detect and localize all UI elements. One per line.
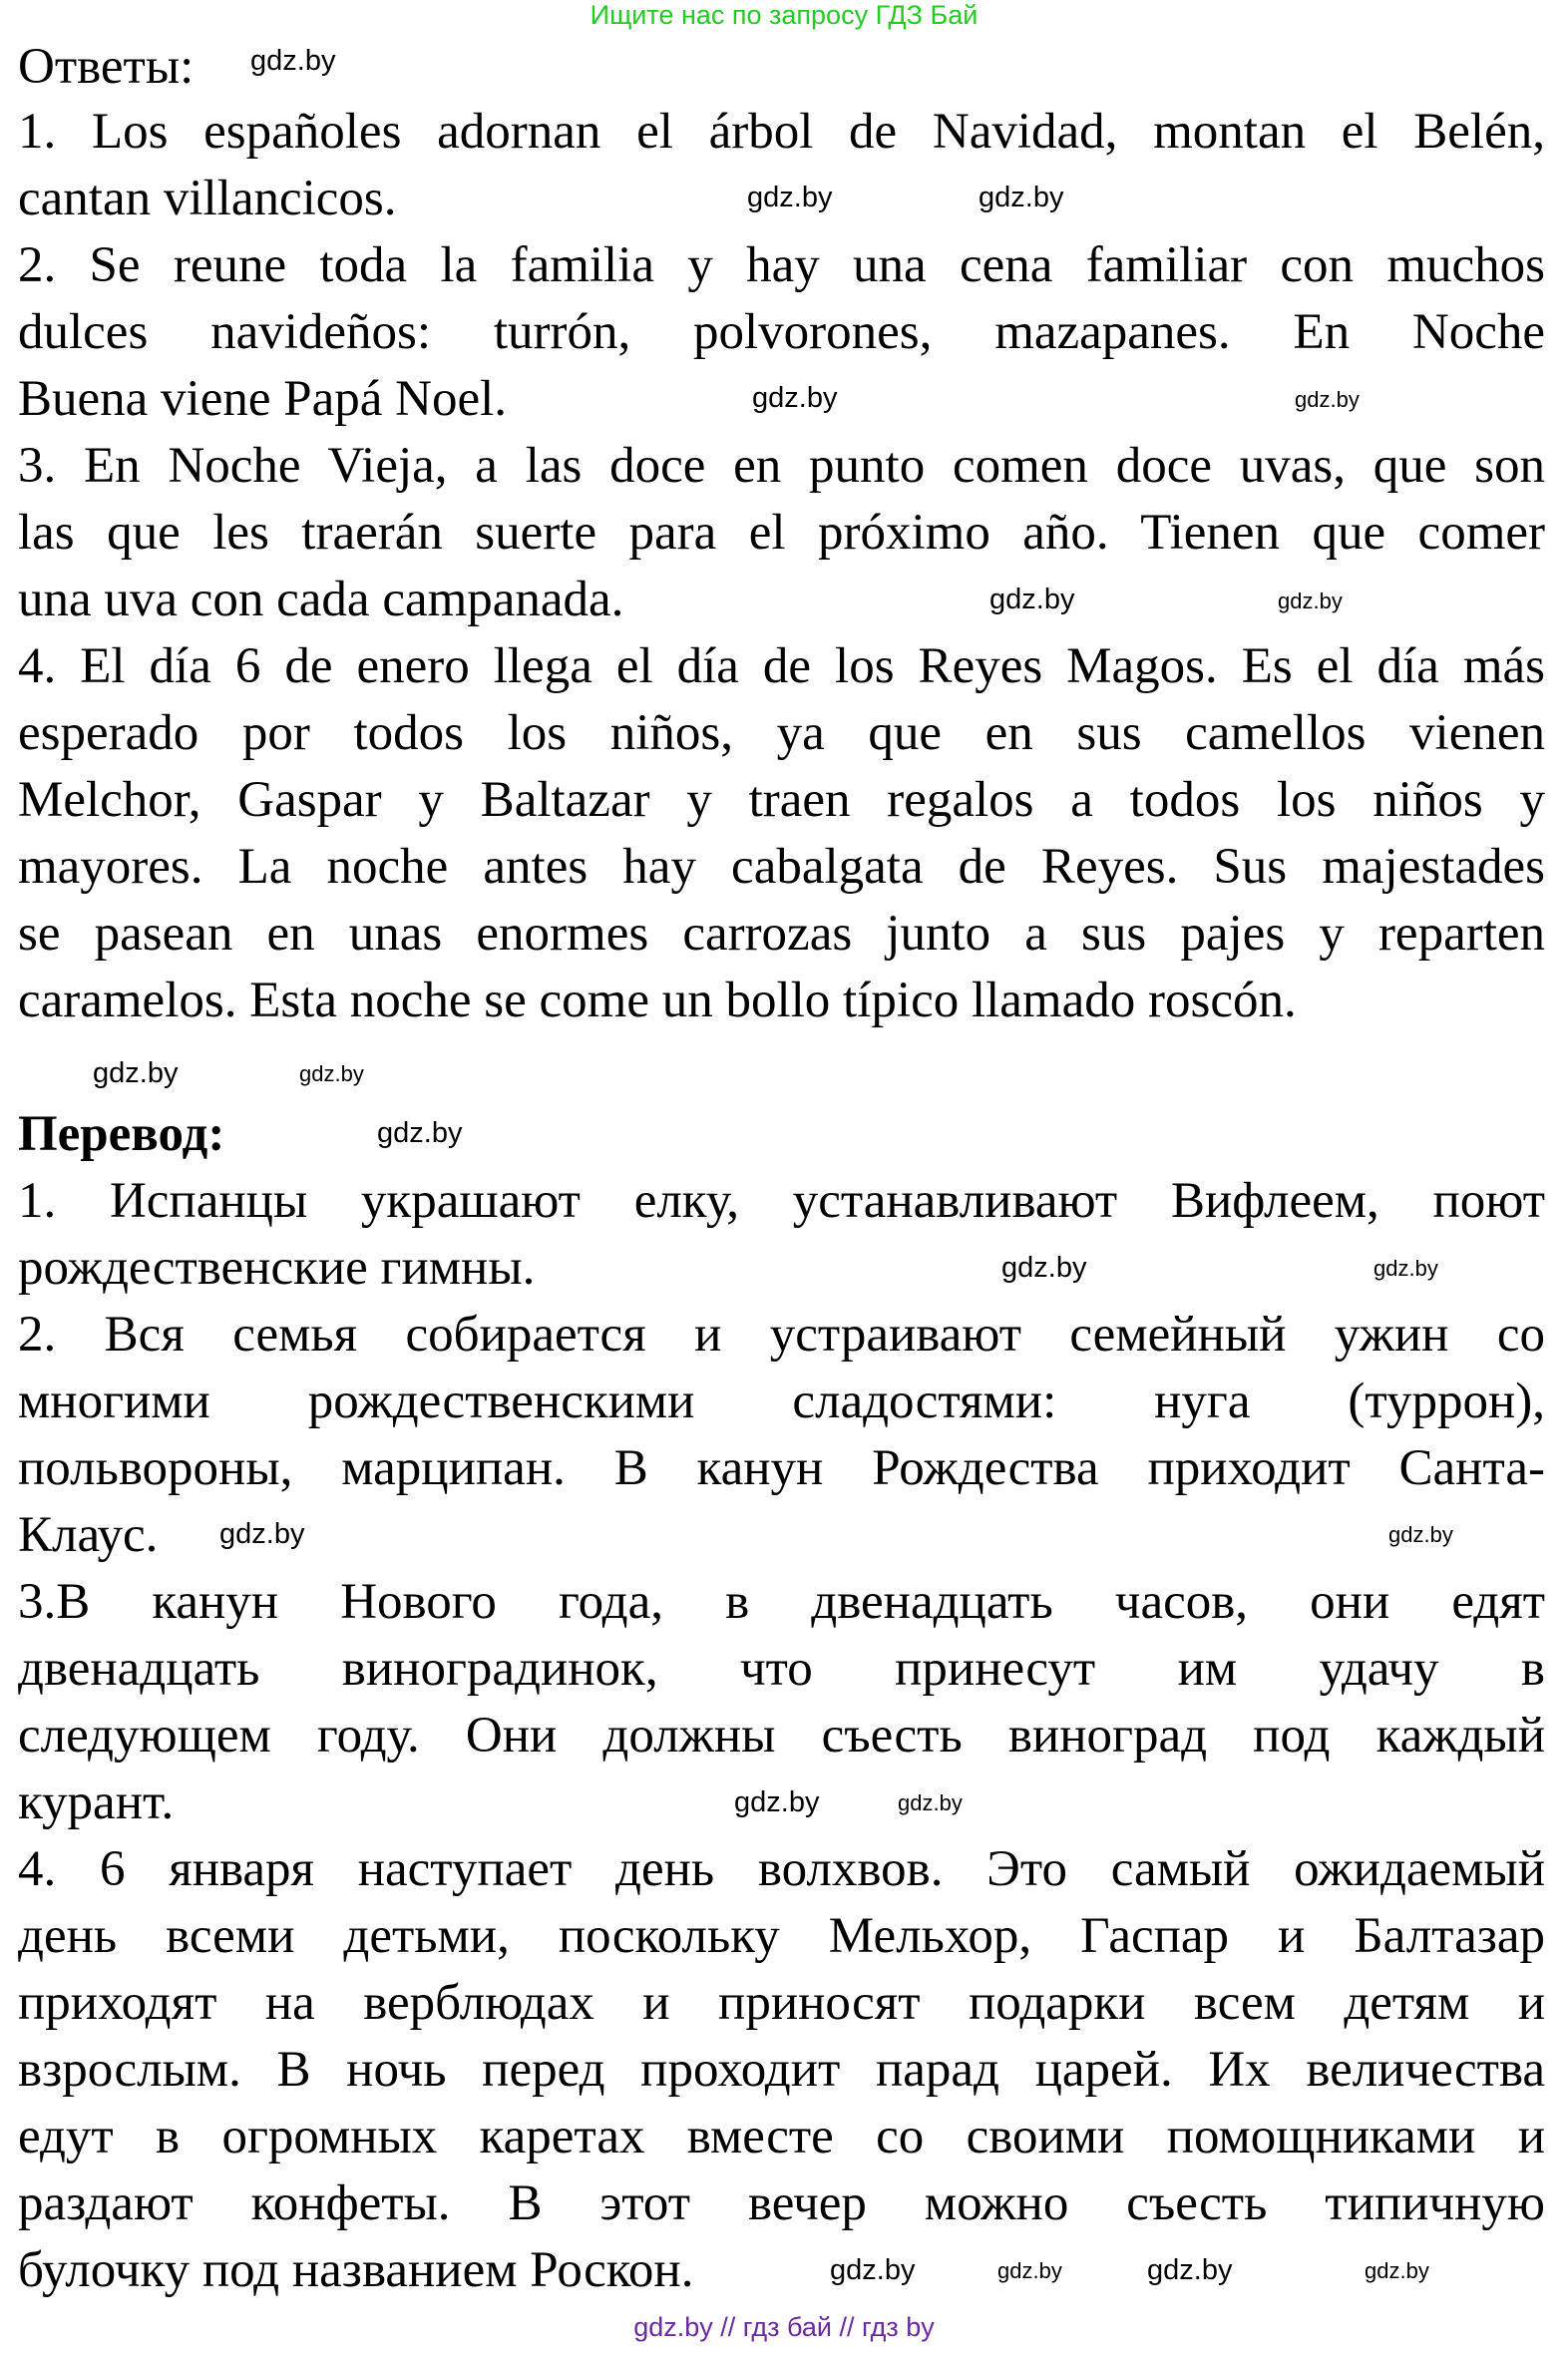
watermark: gdz.by (1278, 589, 1343, 613)
text-line: se pasean en unas enormes carrozas junto a sus pajes y reparten (18, 906, 1545, 962)
text-line: 3. En Noche Vieja, a las doce en punto comen doce uvas, que son (18, 438, 1545, 494)
text-line: dulces navideños: turrón, polvorones, mazapanes. En Noche (18, 304, 1545, 360)
watermark: gdz.by (989, 584, 1075, 615)
text-line: едут в огромных каретах вместе со своими помощниками и (18, 2109, 1545, 2164)
text-line: многими рождественскими сладостями: нуга (туррон), (18, 1374, 1545, 1429)
text-line: 1. Испанцы украшают елку, устанавливают Вифлеем, поют (18, 1173, 1545, 1229)
text-line: рождественские гимны. (18, 1240, 536, 1296)
watermark: gdz.by (979, 182, 1064, 213)
text-line: las que les traerán suerte para el próximo año. Tienen que comer (18, 505, 1545, 561)
watermark: gdz.by (1373, 1256, 1438, 1281)
watermark: gdz.by (299, 1061, 364, 1086)
text-line: польвороны, марципан. В канун Рождества приходит Санта- (18, 1440, 1545, 1496)
watermark: gdz.by (1295, 387, 1360, 412)
watermark: gdz.by (830, 2254, 916, 2286)
text-line: Melchor, Gaspar y Baltazar y traen regalos a todos los niños y (18, 772, 1545, 828)
text-line: caramelos. Esta noche se come un bollo típico llamado roscón. (18, 973, 1297, 1028)
watermark: gdz.by (377, 1117, 463, 1149)
text-line: 2. Вся семья собирается и устраивают семейный ужин со (18, 1307, 1545, 1363)
watermark: gdz.by (1147, 2254, 1233, 2286)
translation-title: Перевод: (18, 1106, 225, 1162)
watermark: gdz.by (219, 1518, 305, 1550)
text-line: 4. El día 6 de enero llega el día de los Reyes Magos. Es el día más (18, 638, 1545, 694)
watermark: gdz.by (734, 1786, 820, 1818)
text-line: 4. 6 января наступает день волхвов. Это самый ожидаемый (18, 1841, 1545, 1897)
text-line: следующем году. Они должны съесть виноград под каждый (18, 1708, 1545, 1764)
text-line: булочку под названием Роскон. (18, 2242, 694, 2298)
watermark: gdz.by (1388, 1522, 1453, 1547)
text-line: курант. (18, 1774, 175, 1830)
watermark: gdz.by (250, 45, 336, 77)
text-line: 1. Los españoles adornan el árbol de Navidad, montan el Belén, (18, 104, 1545, 160)
text-line: раздают конфеты. В этот вечер можно съесть типичную (18, 2175, 1545, 2231)
text-line: esperado por todos los niños, ya que en sus camellos vienen (18, 705, 1545, 761)
text-line: Клаус. (18, 1507, 159, 1563)
text-line: приходят на верблюдах и приносят подарки всем детям и (18, 1975, 1545, 2031)
header-banner: Ищите нас по запросу ГДЗ Бай (589, 0, 979, 30)
watermark: gdz.by (752, 382, 838, 414)
watermark: gdz.by (1365, 2258, 1429, 2283)
watermark: gdz.by (898, 1790, 963, 1815)
text-line: una uva con cada campanada. (18, 572, 624, 627)
watermark: gdz.by (747, 182, 833, 213)
text-line: взрослым. В ночь перед проходит парад царей. Их величества (18, 2042, 1545, 2098)
text-line: день всеми детьми, поскольку Мельхор, Гаспар и Балтазар (18, 1908, 1545, 1964)
watermark: gdz.by (1001, 1252, 1087, 1284)
text-line: Buena viene Papá Noel. (18, 371, 508, 427)
text-line: mayores. La noche antes hay cabalgata de Reyes. Sus majestades (18, 839, 1545, 895)
text-line: двенадцать виноградинок, что принесут им удачу в (18, 1641, 1545, 1697)
text-line: cantan villancicos. (18, 171, 397, 226)
answers-title: Ответы: (18, 39, 195, 95)
watermark: gdz.by (93, 1057, 179, 1089)
text-line: 3.В канун Нового года, в двенадцать часов, они едят (18, 1574, 1545, 1630)
text-line: 2. Se reune toda la familia y hay una cena familiar con muchos (18, 237, 1545, 293)
footer-banner: gdz.by // гдз бай // гдз by (633, 2312, 935, 2342)
watermark: gdz.by (997, 2258, 1062, 2283)
